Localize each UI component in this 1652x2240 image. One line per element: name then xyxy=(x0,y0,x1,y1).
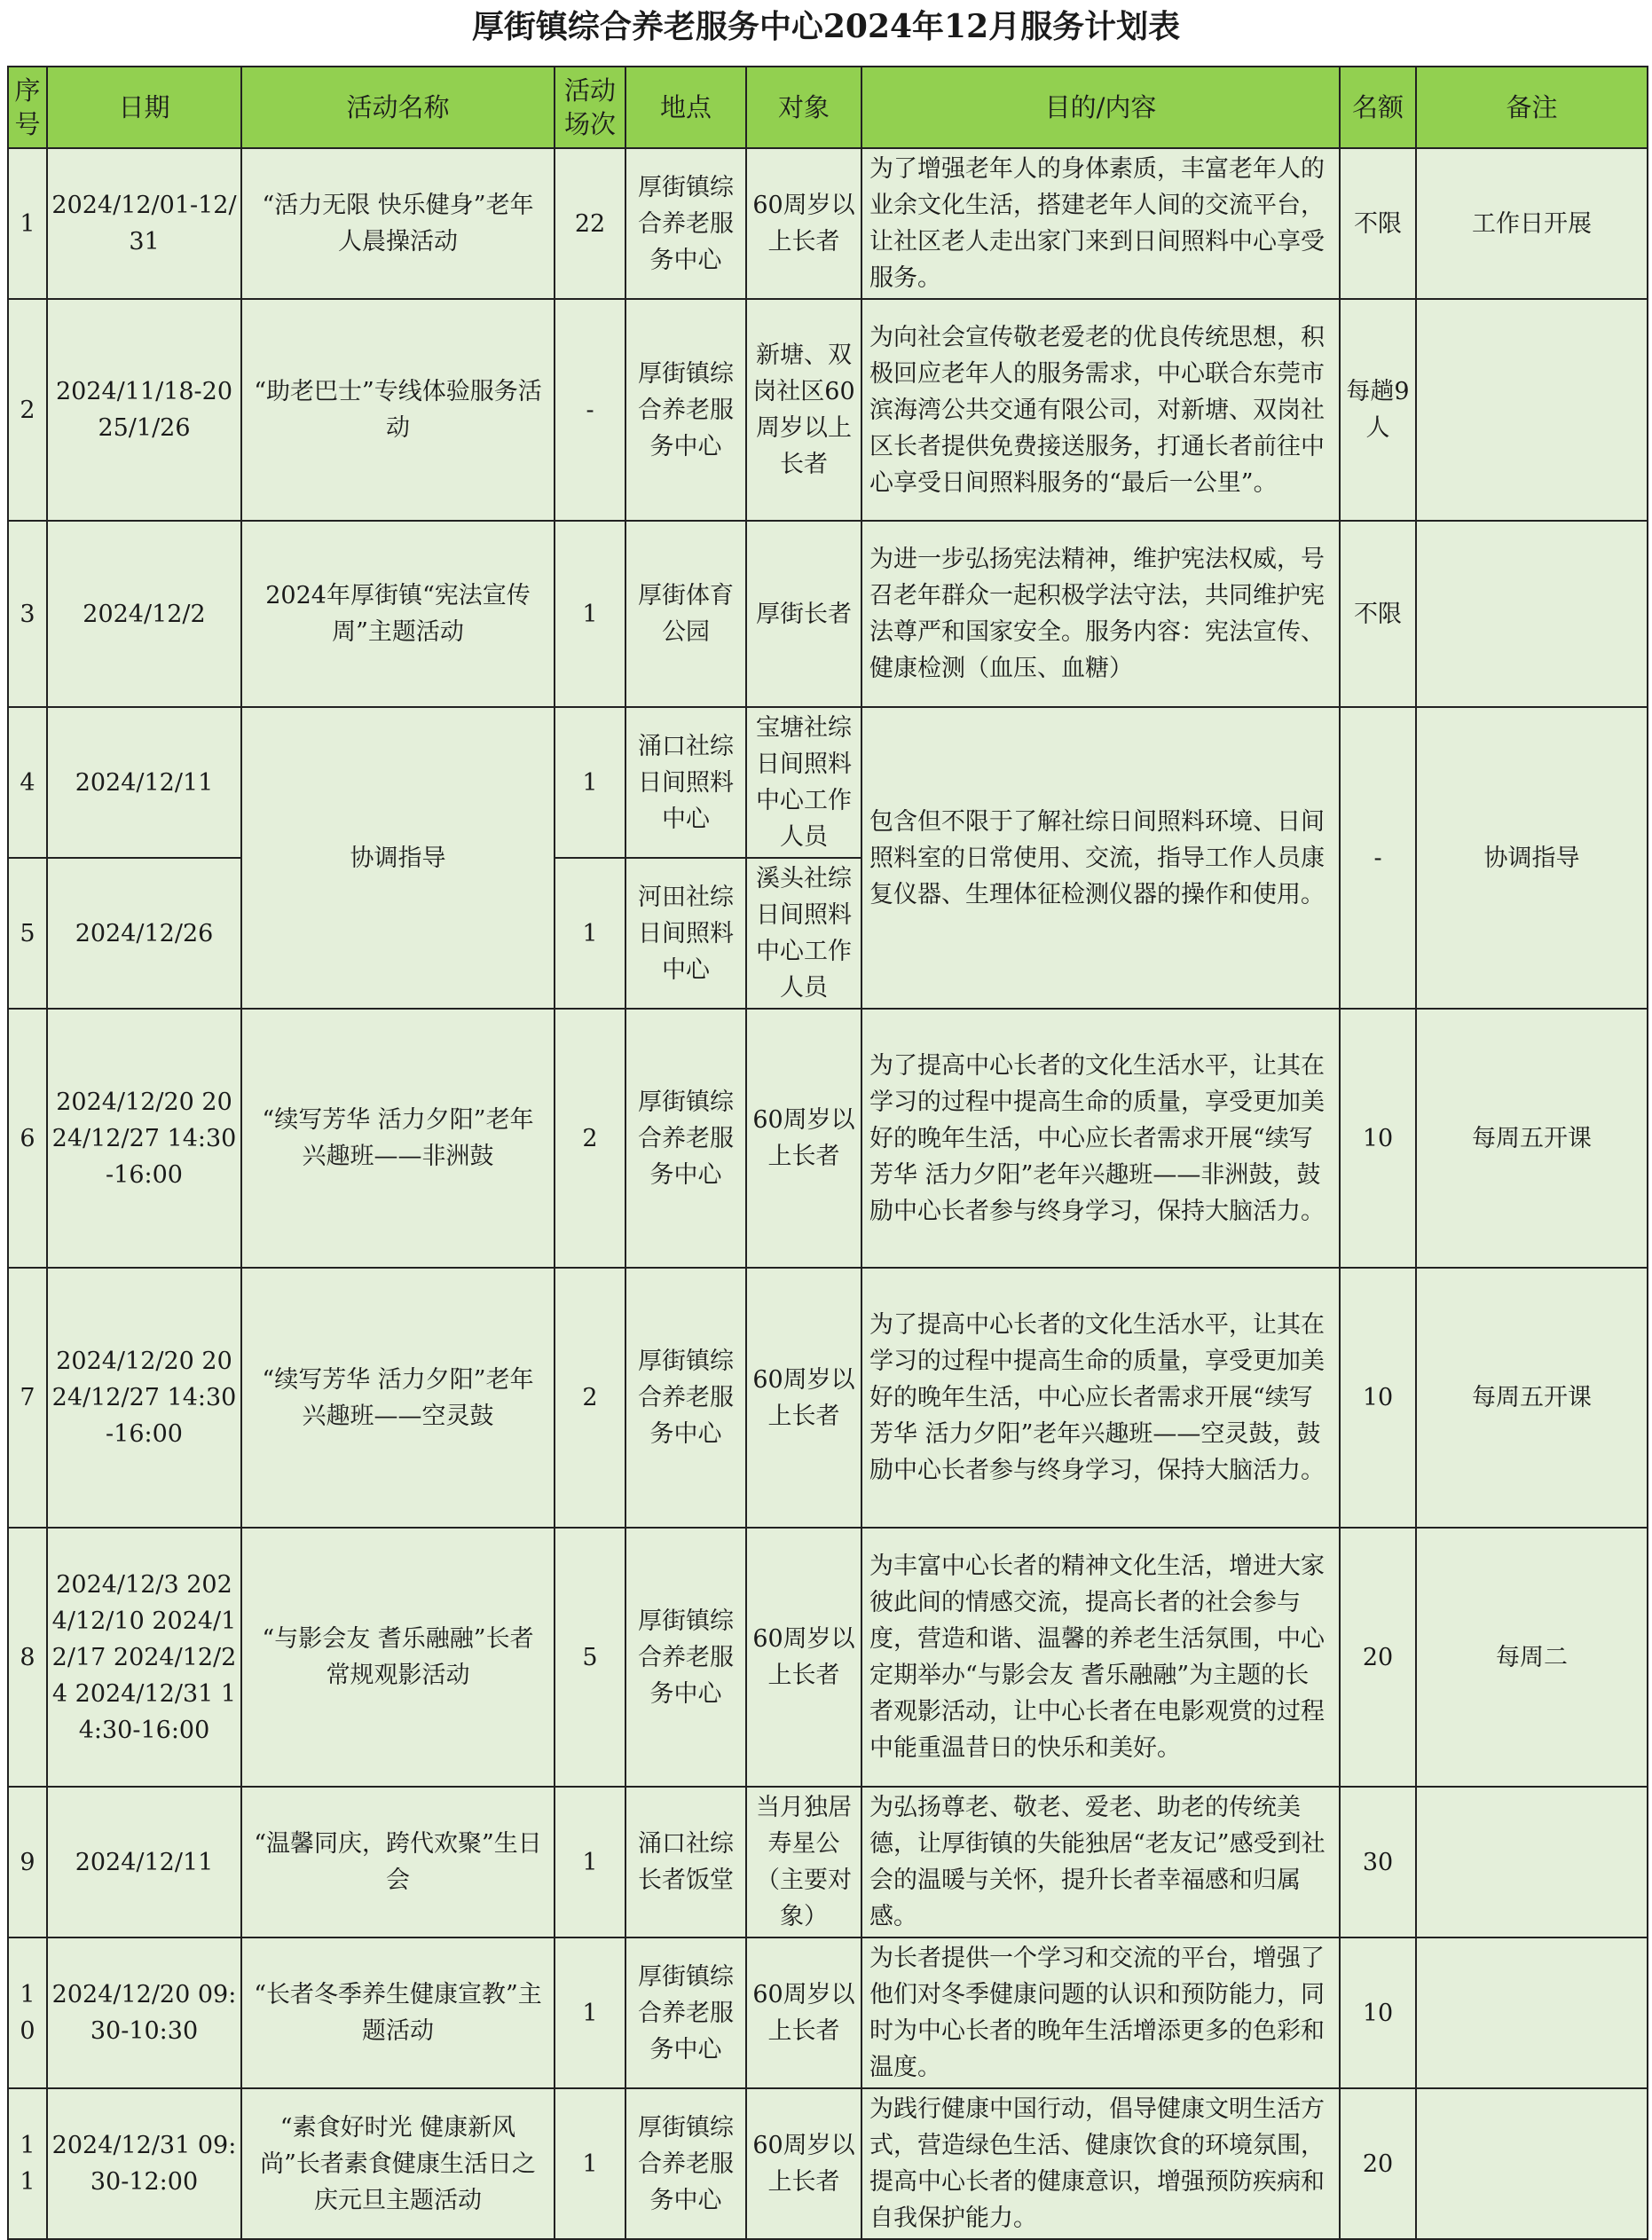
cell-remark: 协调指导 xyxy=(1416,707,1648,1009)
header-target: 对象 xyxy=(746,67,861,148)
cell-date: 2024/12/11 xyxy=(47,707,241,858)
table-row xyxy=(8,1528,1648,1787)
cell-sessions: 5 xyxy=(555,1528,625,1787)
cell-activity-name: “温馨同庆，跨代欢聚”生日会 xyxy=(241,1787,555,1937)
cell-no: 8 xyxy=(8,1528,47,1787)
cell-no: 10 xyxy=(8,1937,47,2088)
cell-remark xyxy=(1416,2088,1648,2239)
table-row xyxy=(8,1009,1648,1268)
cell-sessions: 1 xyxy=(555,858,625,1009)
header-quota: 名额 xyxy=(1340,67,1416,148)
table-row xyxy=(8,1937,1648,2088)
cell-no: 2 xyxy=(8,299,47,521)
cell-activity-name: “续写芳华 活力夕阳”老年兴趣班——空灵鼓 xyxy=(241,1268,555,1528)
cell-date: 2024/11/18-2025/1/26 xyxy=(47,299,241,521)
cell-no: 4 xyxy=(8,707,47,858)
cell-quota: 10 xyxy=(1340,1268,1416,1528)
cell-sessions: - xyxy=(555,299,625,521)
cell-no: 6 xyxy=(8,1009,47,1268)
cell-target: 新塘、双岗社区60周岁以上长者 xyxy=(746,299,861,521)
cell-target: 60周岁以上长者 xyxy=(746,1268,861,1528)
cell-quota: 不限 xyxy=(1340,521,1416,707)
cell-place: 厚街镇综合养老服务中心 xyxy=(625,2088,746,2239)
cell-place: 河田社综日间照料中心 xyxy=(625,858,746,1009)
cell-date: 2024/12/20 09:30-10:30 xyxy=(47,1937,241,2088)
cell-activity-name: 2024年厚街镇“宪法宣传周”主题活动 xyxy=(241,521,555,707)
cell-sessions: 1 xyxy=(555,2088,625,2239)
cell-remark: 工作日开展 xyxy=(1416,148,1648,299)
cell-date: 2024/12/26 xyxy=(47,858,241,1009)
cell-activity-name: “与影会友 耆乐融融”长者常规观影活动 xyxy=(241,1528,555,1787)
table-row xyxy=(8,707,1648,858)
cell-sessions: 2 xyxy=(555,1009,625,1268)
cell-place: 涌口社综日间照料中心 xyxy=(625,707,746,858)
cell-sessions: 1 xyxy=(555,707,625,858)
cell-quota: 不限 xyxy=(1340,148,1416,299)
cell-content: 为长者提供一个学习和交流的平台，增强了他们对冬季健康问题的认识和预防能力，同时为中心长者的晚年生活增添更多的色彩和温度。 xyxy=(861,1937,1340,2088)
header-content: 目的/内容 xyxy=(861,67,1340,148)
cell-remark xyxy=(1416,1937,1648,2088)
cell-quota: 10 xyxy=(1340,1937,1416,2088)
cell-sessions: 1 xyxy=(555,521,625,707)
cell-date: 2024/12/01-12/31 xyxy=(47,148,241,299)
cell-date: 2024/12/20 2024/12/27 14:30-16:00 xyxy=(47,1009,241,1268)
cell-quota: 30 xyxy=(1340,1787,1416,1937)
service-plan-table xyxy=(7,66,1648,2240)
header-remark: 备注 xyxy=(1416,67,1648,148)
header-no: 序号 xyxy=(8,67,47,148)
header-sessions: 活动场次 xyxy=(555,67,625,148)
cell-date: 2024/12/31 09:30-12:00 xyxy=(47,2088,241,2239)
cell-quota: - xyxy=(1340,707,1416,1009)
cell-no: 7 xyxy=(8,1268,47,1528)
cell-sessions: 22 xyxy=(555,148,625,299)
cell-place: 厚街体育公园 xyxy=(625,521,746,707)
cell-place: 厚街镇综合养老服务中心 xyxy=(625,299,746,521)
cell-target: 60周岁以上长者 xyxy=(746,148,861,299)
cell-content: 为了提高中心长者的文化生活水平，让其在学习的过程中提高生命的质量，享受更加美好的晚年生活，中心应长者需求开展“续写芳华 活力夕阳”老年兴趣班——非洲鼓，鼓励中心长者参与终身学习，保持大脑活力。 xyxy=(861,1009,1340,1268)
cell-quota: 10 xyxy=(1340,1009,1416,1268)
cell-target: 60周岁以上长者 xyxy=(746,1528,861,1787)
cell-target: 60周岁以上长者 xyxy=(746,1937,861,2088)
cell-target: 60周岁以上长者 xyxy=(746,1009,861,1268)
cell-quota: 20 xyxy=(1340,1528,1416,1787)
cell-date: 2024/12/3 2024/12/10 2024/12/17 2024/12/24 2024/12/31 14:30-16:00 xyxy=(47,1528,241,1787)
cell-content: 为向社会宣传敬老爱老的优良传统思想，积极回应老年人的服务需求，中心联合东莞市滨海湾公共交通有限公司，对新塘、双岗社区长者提供免费接送服务，打通长者前往中心享受日间照料服务的“最后一公里”。 xyxy=(861,299,1340,521)
cell-remark xyxy=(1416,521,1648,707)
table-row xyxy=(8,2088,1648,2239)
cell-no: 1 xyxy=(8,148,47,299)
cell-activity-name: “素食好时光 健康新风尚”长者素食健康生活日之庆元旦主题活动 xyxy=(241,2088,555,2239)
cell-activity-name: “助老巴士”专线体验服务活动 xyxy=(241,299,555,521)
cell-place: 涌口社综长者饭堂 xyxy=(625,1787,746,1937)
table-row xyxy=(8,1787,1648,1937)
cell-no: 11 xyxy=(8,2088,47,2239)
cell-place: 厚街镇综合养老服务中心 xyxy=(625,1528,746,1787)
cell-date: 2024/12/11 xyxy=(47,1787,241,1937)
cell-quota: 每趟9人 xyxy=(1340,299,1416,521)
cell-place: 厚街镇综合养老服务中心 xyxy=(625,1937,746,2088)
table-row xyxy=(8,1268,1648,1528)
cell-activity-name: “续写芳华 活力夕阳”老年兴趣班——非洲鼓 xyxy=(241,1009,555,1268)
cell-remark: 每周五开课 xyxy=(1416,1009,1648,1268)
cell-content: 为了增强老年人的身体素质，丰富老年人的业余文化生活，搭建老年人间的交流平台，让社区老人走出家门来到日间照料中心享受服务。 xyxy=(861,148,1340,299)
cell-place: 厚街镇综合养老服务中心 xyxy=(625,1009,746,1268)
cell-date: 2024/12/20 2024/12/27 14:30-16:00 xyxy=(47,1268,241,1528)
cell-sessions: 1 xyxy=(555,1787,625,1937)
cell-content: 为丰富中心长者的精神文化生活，增进大家彼此间的情感交流，提高长者的社会参与度，营造和谐、温馨的养老生活氛围，中心定期举办“与影会友 耆乐融融”为主题的长者观影活动，让中心长者在电影观赏的过程中能重温昔日的快乐和美好。 xyxy=(861,1528,1340,1787)
cell-remark: 每周二 xyxy=(1416,1528,1648,1787)
cell-no: 5 xyxy=(8,858,47,1009)
cell-target: 60周岁以上长者 xyxy=(746,2088,861,2239)
header-activity-name: 活动名称 xyxy=(241,67,555,148)
cell-content: 为弘扬尊老、敬老、爱老、助老的传统美德，让厚街镇的失能独居“老友记”感受到社会的温暖与关怀，提升长者幸福感和归属感。 xyxy=(861,1787,1340,1937)
cell-target: 宝塘社综日间照料中心工作人员 xyxy=(746,707,861,858)
cell-content: 为了提高中心长者的文化生活水平，让其在学习的过程中提高生命的质量，享受更加美好的晚年生活，中心应长者需求开展“续写芳华 活力夕阳”老年兴趣班——空灵鼓，鼓励中心长者参与终身学习，保持大脑活力。 xyxy=(861,1268,1340,1528)
cell-content: 包含但不限于了解社综日间照料环境、日间照料室的日常使用、交流，指导工作人员康复仪器、生理体征检测仪器的操作和使用。 xyxy=(861,707,1340,1009)
cell-date: 2024/12/2 xyxy=(47,521,241,707)
cell-content: 为践行健康中国行动，倡导健康文明生活方式，营造绿色生活、健康饮食的环境氛围，提高中心长者的健康意识，增强预防疾病和自我保护能力。 xyxy=(861,2088,1340,2239)
cell-target: 厚街长者 xyxy=(746,521,861,707)
table-row xyxy=(8,148,1648,299)
cell-activity-name: “活力无限 快乐健身”老年人晨操活动 xyxy=(241,148,555,299)
table-row xyxy=(8,521,1648,707)
page-title: 厚街镇综合养老服务中心2024年12月服务计划表 xyxy=(471,8,1181,45)
cell-sessions: 1 xyxy=(555,1937,625,2088)
header-date: 日期 xyxy=(47,67,241,148)
cell-remark: 每周五开课 xyxy=(1416,1268,1648,1528)
cell-quota: 20 xyxy=(1340,2088,1416,2239)
table-row xyxy=(8,299,1648,521)
cell-place: 厚街镇综合养老服务中心 xyxy=(625,148,746,299)
cell-remark xyxy=(1416,1787,1648,1937)
header-row xyxy=(8,67,1648,148)
cell-activity-name: 协调指导 xyxy=(241,707,555,1009)
cell-no: 9 xyxy=(8,1787,47,1937)
cell-target: 溪头社综日间照料中心工作人员 xyxy=(746,858,861,1009)
header-place: 地点 xyxy=(625,67,746,148)
cell-target: 当月独居寿星公（主要对象） xyxy=(746,1787,861,1937)
cell-content: 为进一步弘扬宪法精神，维护宪法权威，号召老年群众一起积极学法守法，共同维护宪法尊严和国家安全。服务内容：宪法宣传、健康检测（血压、血糖） xyxy=(861,521,1340,707)
cell-no: 3 xyxy=(8,521,47,707)
cell-activity-name: “长者冬季养生健康宣教”主题活动 xyxy=(241,1937,555,2088)
cell-remark xyxy=(1416,299,1648,521)
cell-place: 厚街镇综合养老服务中心 xyxy=(625,1268,746,1528)
cell-sessions: 2 xyxy=(555,1268,625,1528)
